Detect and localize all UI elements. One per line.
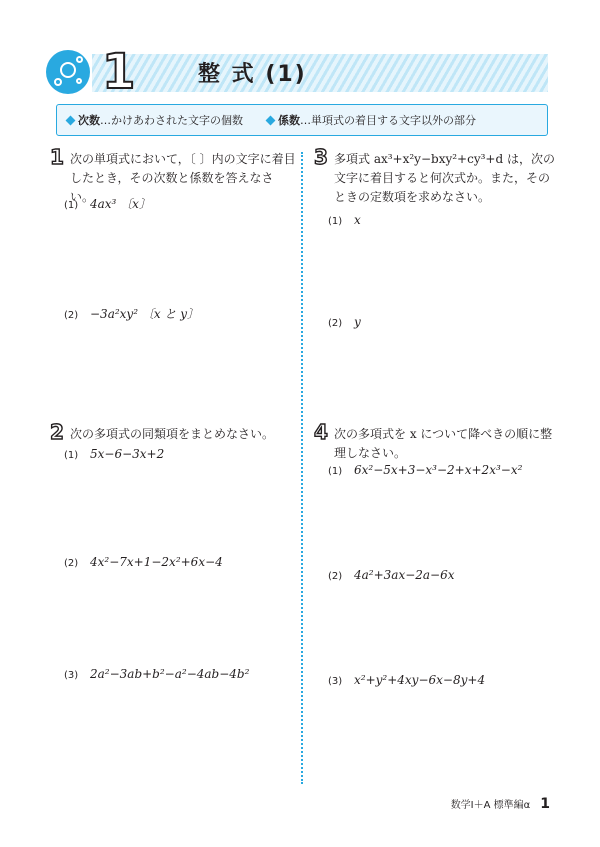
problem-statement: 次の多項式の同類項をまとめなさい。	[70, 427, 275, 441]
sub-label: (3)	[64, 670, 79, 681]
sub-question	[328, 673, 485, 687]
sub-expression: x²+y²+4xy−6x−8y+4	[354, 673, 486, 687]
problem-number: 1	[50, 145, 64, 169]
sub-question	[64, 305, 199, 322]
sub-label: (1)	[64, 450, 79, 461]
sub-question	[64, 447, 164, 461]
sub-label: (1)	[64, 200, 79, 211]
sub-label: (2)	[328, 318, 343, 329]
problem-number: 4	[314, 420, 328, 444]
problem-number: 3	[314, 145, 328, 169]
header-band	[92, 54, 548, 92]
page-number: 1	[540, 796, 550, 812]
sub-question	[328, 213, 361, 227]
definition-term: 係数	[278, 114, 300, 127]
sub-label: (2)	[64, 310, 79, 321]
definition-text: …かけあわされた文字の個数	[100, 114, 243, 127]
sub-expression: 4ax³ 〔x〕	[90, 197, 151, 211]
definition-text: …単項式の着目する文字以外の部分	[300, 114, 476, 127]
page-title: 整 式 (1)	[198, 62, 307, 87]
bubble-emblem-icon	[46, 50, 90, 94]
page-footer	[451, 796, 550, 812]
sub-question	[328, 463, 522, 477]
sub-question	[64, 555, 223, 569]
column-divider	[301, 152, 303, 784]
sub-expression: x	[354, 213, 361, 227]
sub-label: (3)	[328, 676, 343, 687]
definition-coefficient	[267, 112, 476, 128]
sub-expression: 4x²−7x+1−2x²+6x−4	[90, 555, 223, 569]
diamond-bullet-icon	[66, 115, 76, 125]
diamond-bullet-icon	[266, 115, 276, 125]
sub-expression: 6x²−5x+3−x³−2+x+2x³−x²	[354, 463, 523, 477]
sub-expression: 4a²+3ax−2a−6x	[354, 568, 455, 582]
sub-question	[64, 667, 249, 681]
definition-box	[56, 104, 548, 136]
sub-label: (2)	[328, 571, 343, 582]
definition-term: 次数	[78, 114, 100, 127]
sub-expression: y	[354, 315, 361, 329]
book-title: 数学Ⅰ＋A 標準編α	[450, 800, 531, 811]
problem-statement: 次の多項式を x について降べきの順に整理しなさい。	[334, 427, 553, 460]
sub-label: (1)	[328, 216, 343, 227]
sub-expression: 2a²−3ab+b²−a²−4ab−4b²	[90, 667, 250, 681]
problem-statement: 次の単項式において，〔 〕内の文字に着目したとき，その次数と係数を答えなさい。	[70, 152, 296, 204]
problem-statement: 多項式 ax³+x²y−bxy²+cy³+d は，次の文字に着目すると何次式か。また，そのときの定数項を求めなさい。	[334, 152, 555, 204]
sub-label: (1)	[328, 466, 343, 477]
sub-expression: 5x−6−3x+2	[90, 447, 165, 461]
definition-degree	[67, 112, 243, 128]
sub-question	[64, 195, 151, 212]
sub-question	[328, 568, 455, 582]
problem-number: 2	[50, 420, 64, 444]
sub-expression: −3a²xy² 〔x と y〕	[90, 307, 200, 321]
sub-question	[328, 315, 361, 329]
sub-label: (2)	[64, 558, 79, 569]
chapter-number: 1	[102, 44, 136, 100]
chapter-header	[46, 44, 548, 100]
